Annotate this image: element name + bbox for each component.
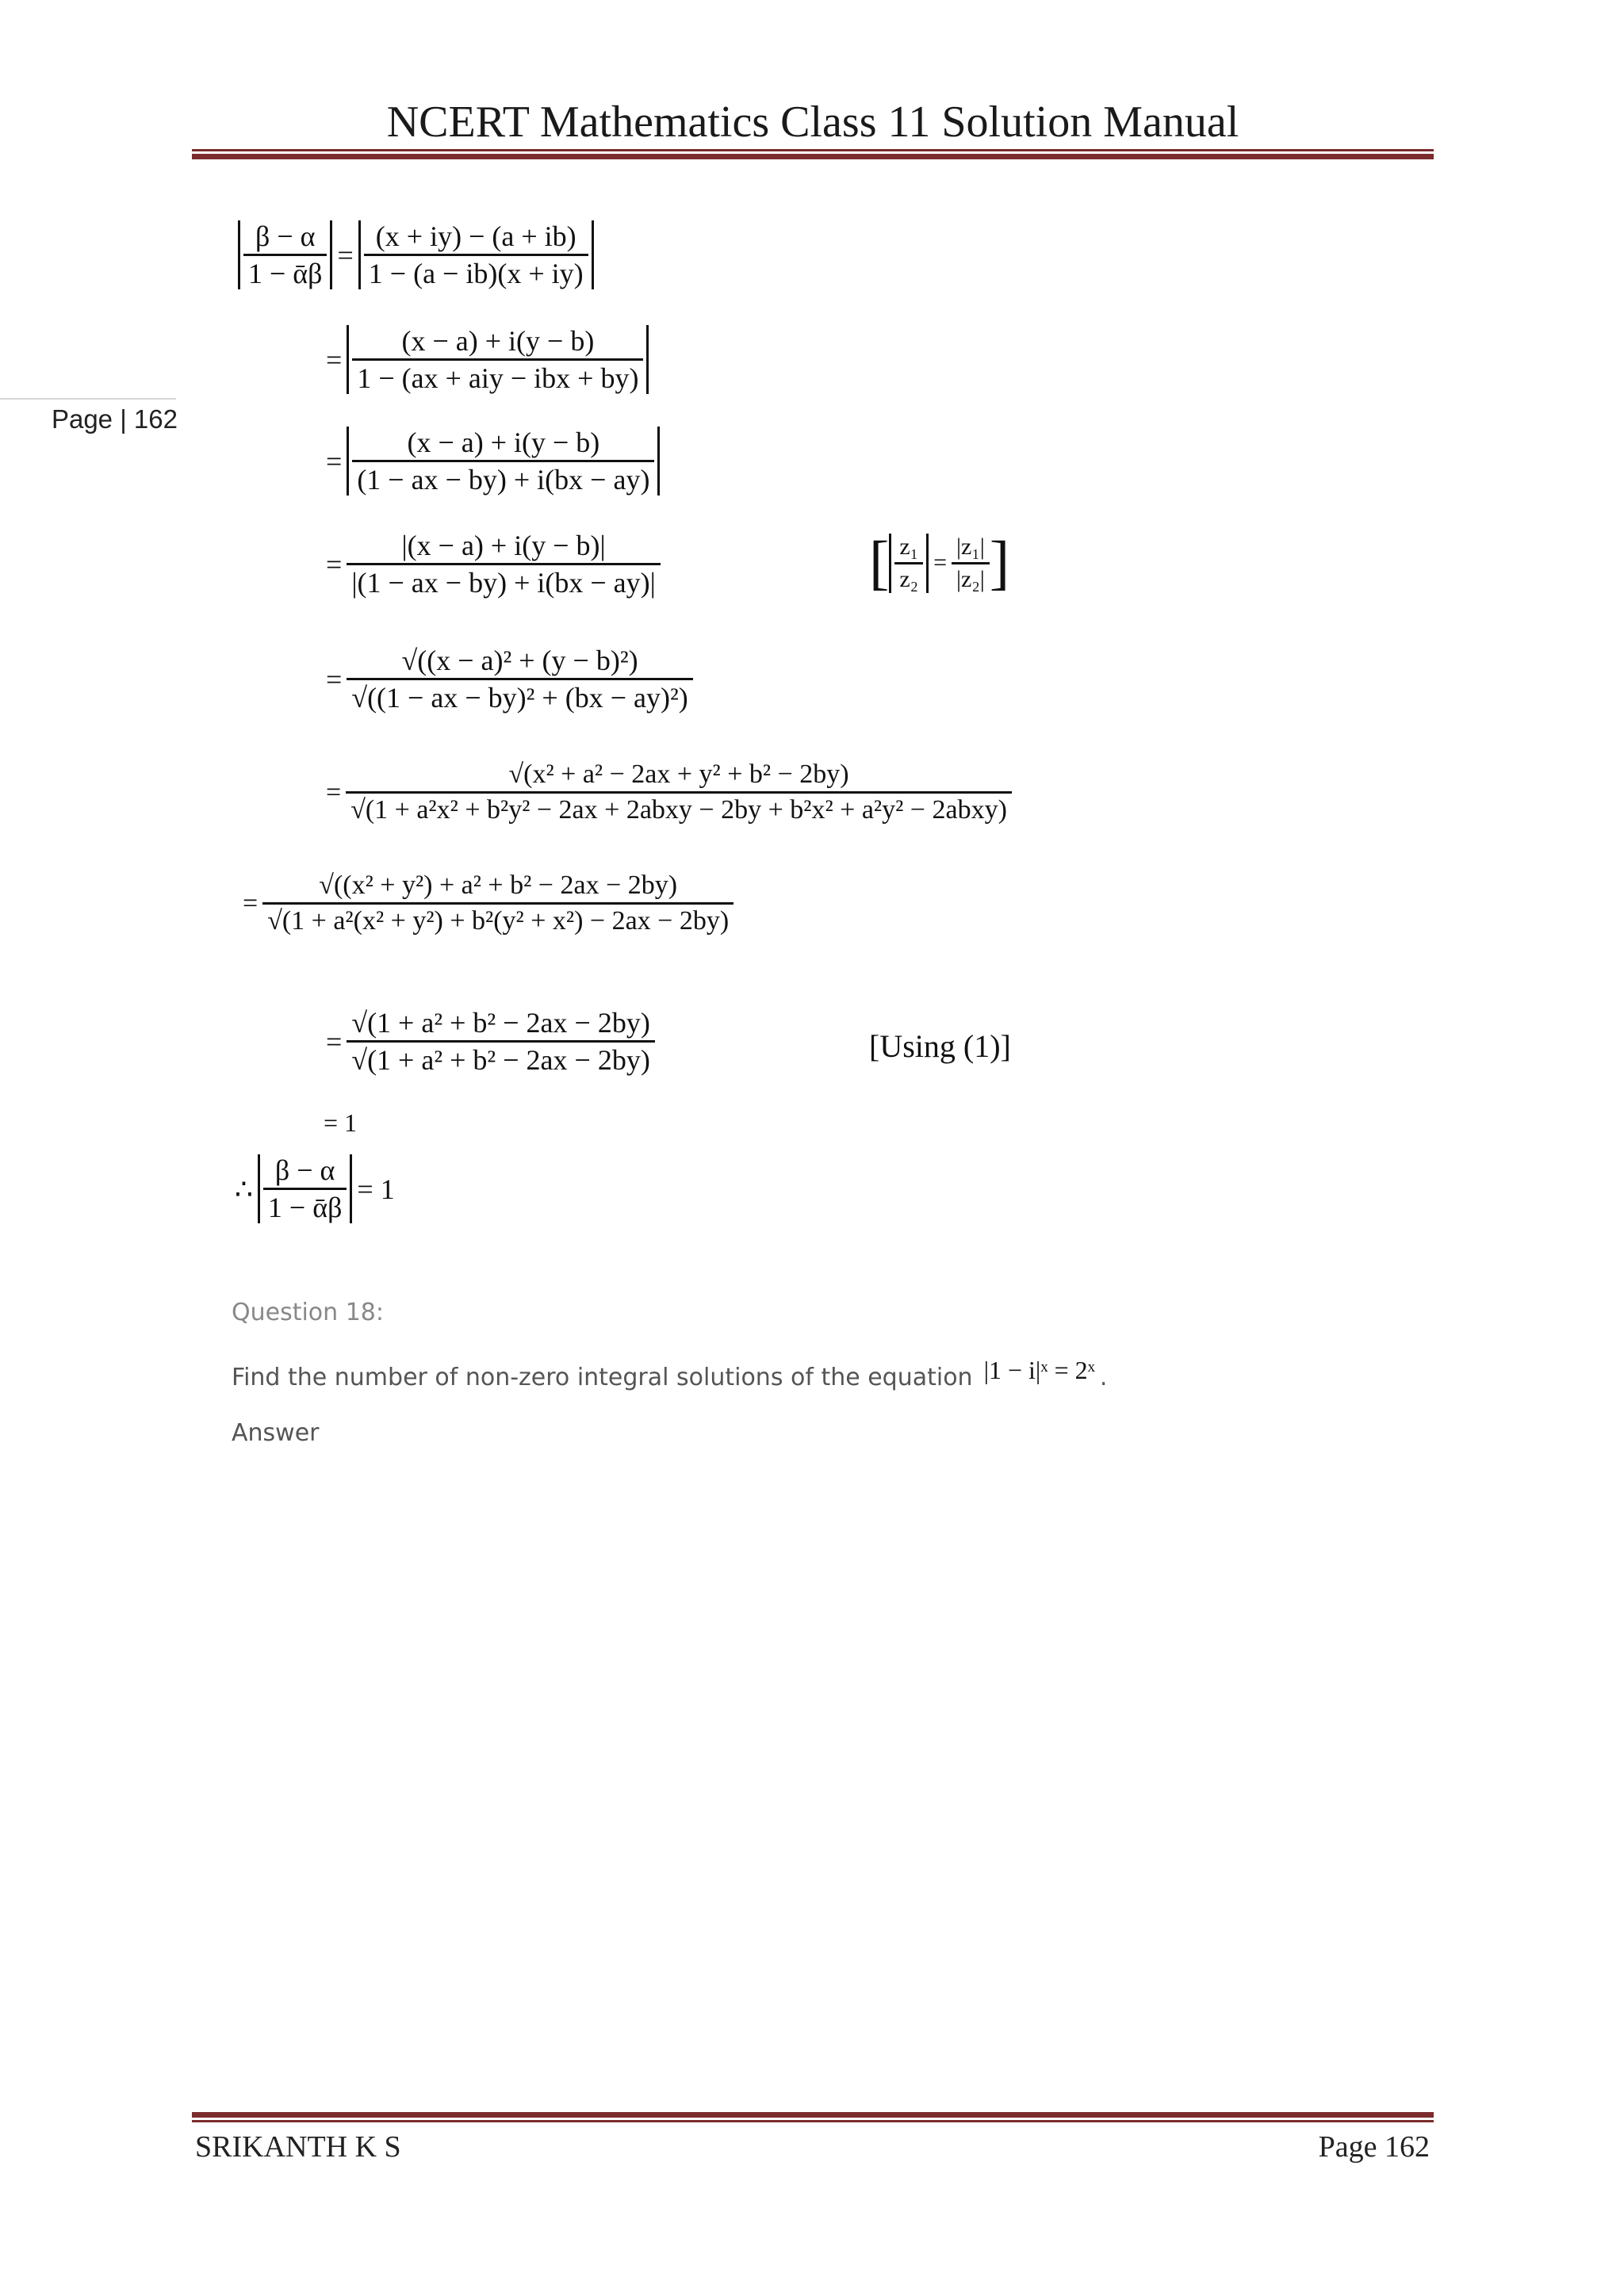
footer-author: SRIKANTH K S [195, 2130, 401, 2164]
fraction-numerator: β − α [255, 220, 316, 252]
math-line-6: = $\frac{\text{√(x² + a² − 2ax + y² + b² − 2by)}}{\text{√(1 + a²x² + b²y² − 2ax + 2abxy − 2by + b²x² + a²y² − 2abxy)}}$ [321, 761, 1012, 824]
therefore-symbol: ∴ [235, 1173, 253, 1205]
conclusion-rhs: = 1 [357, 1173, 395, 1205]
math-line-4: = $\frac{|(x - a) + i(y - b)|}{|(1 - ax - by) + i(bx - ay)|}$ [321, 531, 661, 597]
fraction-numerator: z₁ [899, 533, 919, 560]
fraction-denominator: (1 − ax − by) + i(bx − ay) [352, 460, 654, 494]
question-title: Question 18: [232, 1299, 384, 1326]
fraction-denominator: √(1 + a²x² + b²y² − 2ax + 2abxy − 2by + b²x² + a²y² − 2abxy) [346, 791, 1012, 824]
fraction-denominator: √(1 + a²(x² + y²) + b²(y² + x²) − 2ax − 2by) [262, 902, 733, 935]
fraction-denominator: |z₂| [952, 562, 990, 591]
math-line-3: = $\frac{(x - a) + i(y - b)}{(1 - ax - by) + i(bx - ay)}$ [321, 427, 660, 496]
side-page-divider [0, 398, 176, 400]
footer-rule-thick [192, 2112, 1434, 2118]
math-line-9: = 1 [324, 1108, 358, 1137]
fraction-denominator: z₂ [894, 562, 923, 591]
fraction-denominator: 1 − ᾱβ [263, 1188, 347, 1222]
fraction-numerator: √(x² + a² − 2ax + y² + b² − 2by) [508, 760, 849, 789]
fraction-numerator: (x + iy) − (a + ib) [375, 220, 576, 252]
footer-rule-thin [192, 2120, 1434, 2122]
math-line-7: = $\frac{\text{√((x² + y²) + a² + b² − 2ax − 2by)}}{\text{√(1 + a²(x² + y²) + b²(y² + x²) − 2ax − 2by)}}$ [238, 872, 733, 935]
abs-expression [258, 1154, 352, 1223]
fraction-denominator: 1 − ᾱβ [243, 254, 327, 288]
header-rule-thin [192, 149, 1434, 151]
math-line-2: = $\frac{(x - a) + i(y - b)}{\text{1 − (ax + aiy − ibx + by)}}$ [321, 325, 649, 394]
abs-expression [358, 220, 594, 289]
fraction-numerator: √((x² + y²) + a² + b² − 2ax − 2by) [319, 871, 678, 900]
fraction-denominator: |(1 − ax − by) + i(bx − ay)| [347, 563, 661, 597]
abs-expression [238, 220, 332, 289]
math-line-5: = $\frac{\text{√((x − a)² + (y − b)²)}}{\text{√((1 − ax − by)² + (bx − ay)²)}}$ [321, 646, 693, 712]
fraction-denominator: 1 − (a − ib)(x + iy) [364, 254, 588, 288]
modulus-property-note: [ $\frac{\text{z₁}}{\text{z₂}}$ = $\frac{\text{|z₁|}}{\text{|z₂|}}$ ] [869, 530, 1010, 596]
using-reference-note: [Using (1)] [869, 1028, 1011, 1064]
answer-label: Answer [232, 1419, 320, 1447]
side-page-label: Page | 162 [51, 404, 178, 434]
question-equation: |1 − i|ˣ = 2ˣ [983, 1355, 1095, 1384]
footer-page-number: Page 162 [1318, 2130, 1430, 2164]
math-conclusion [235, 1154, 400, 1223]
math-line-8: = $\frac{\text{√(1 + a² + b² − 2ax − 2by)}}{\text{√(1 + a² + b² − 2ax − 2by)}}$ [321, 1008, 655, 1074]
math-line-1: $\frac{\beta - \alpha}{\text{1 − ᾱβ}}$ = $\frac{(x + iy) - (a + ib)}{1 - (a - ib)(x + iy)}$ [238, 220, 594, 289]
fraction-numerator: √((x − a)² + (y − b)²) [401, 645, 638, 676]
fraction-numerator: √(1 + a² + b² − 2ax − 2by) [351, 1007, 650, 1039]
fraction-denominator: √((1 − ax − by)² + (bx − ay)²) [347, 678, 692, 712]
fraction-numerator: β − α [274, 1154, 335, 1186]
fraction-numerator: (x − a) + i(y − b) [401, 325, 595, 357]
fraction-denominator: 1 − (ax + aiy − ibx + by) [352, 358, 643, 392]
header-rule-thick [192, 154, 1434, 159]
question-text: Find the number of non-zero integral solutions of the equation [232, 1364, 973, 1391]
abs-expression [347, 325, 649, 394]
page-header-title: NCERT Mathematics Class 11 Solution Manual [386, 98, 1239, 147]
question-text-line: Find the number of non-zero integral solutions of the equation |1 − i|ˣ = 2ˣ . [232, 1355, 1108, 1391]
fraction-numerator: |z₁| [956, 533, 985, 560]
abs-expression [347, 427, 660, 496]
fraction-denominator: √(1 + a² + b² − 2ax − 2by) [347, 1040, 655, 1074]
fraction-numerator: (x − a) + i(y − b) [407, 427, 600, 458]
fraction-numerator: |(x − a) + i(y − b)| [401, 530, 606, 561]
